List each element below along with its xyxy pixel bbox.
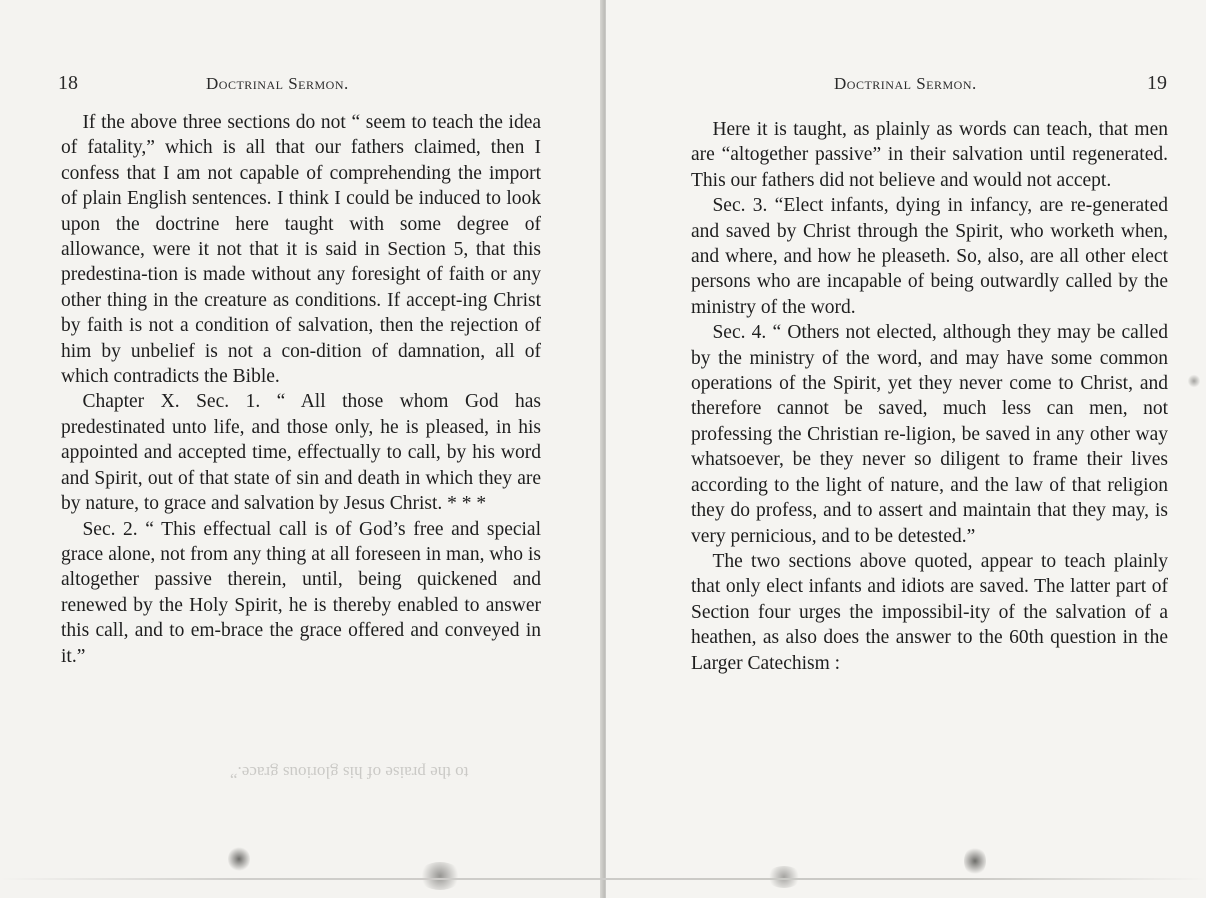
ink-smudge [228, 846, 250, 872]
right-page [606, 0, 1206, 898]
bleed-through-text: to the praise of his glorious grace.” [230, 763, 469, 782]
running-head: Doctrinal Sermon. [206, 74, 349, 93]
paragraph: Chapter X. Sec. 1. “ All those whom God has predestinated unto life, and those only, he is pleased, in his appointed and accepted time, effectually to call, by his word and Spirit, out of that state of sin and death in which they are by nature, to grace and salvation by Jesus Christ. * * * [61, 391, 541, 515]
ink-smudge [418, 862, 462, 890]
page-number: 18 [58, 72, 78, 94]
paragraph: Sec. 3. “Elect infants, dying in infancy, are re-generated and saved by Christ through the Spirit, who worketh when, and where, and how he pleaseth. So, also, are all other elect persons who are incapable of being outwardly called by the ministry of the word. [691, 195, 1168, 318]
paragraph: Here it is taught, as plainly as words can teach, that men are “altogether passive” in their salvation until regenerated. This our fathers did not believe and would not accept. [691, 119, 1168, 191]
running-head: Doctrinal Sermon. [834, 74, 977, 93]
page-edge [0, 878, 1206, 880]
paragraph: Sec. 4. “ Others not elected, although they may be called by the ministry of the word, and may have some common operations of the Spirit, yet they never come to Christ, and therefore cannot be saved, much less can men, not professing the Christian re-ligion, be saved in any other way whatsoever, be they never so diligent to frame their lives according to the light of nature, and the law of that religion they do profess, and to assert and maintain that they may, is very pernicious, and to be detested.” [691, 322, 1168, 547]
page-number: 19 [1147, 72, 1167, 94]
ink-smudge [1188, 374, 1200, 388]
paragraph: Sec. 2. “ This effectual call is of God’s free and special grace alone, not from any thing at all foreseen in man, who is altogether passive therein, until, being quickened and renewed by the Holy Spirit, he is thereby enabled to answer this call, and to em-brace the grace offered and conveyed in it.” [61, 518, 541, 667]
paragraph: The two sections above quoted, appear to teach plainly that only elect infants and idiots are saved. The latter part of Section four urges the impossibil-ity of the salvation of a heathen, as also does the answer to the 60th question in the Larger Catechism : [691, 550, 1168, 674]
ink-smudge [964, 846, 986, 876]
page-body [691, 117, 1168, 676]
page-body [61, 110, 541, 669]
paragraph: If the above three sections do not “ seem to teach the idea of fatality,” which is all that our fathers claimed, then I confess that I am not capable of comprehending the import of plain English sentences. I think I could be induced to look upon the doctrine here taught with some degree of allowance, were it not that it is said in Section 5, that this predestina-tion is made without any foresight of faith or any other thing in the creature as conditions. If accept-ing Christ by faith is not a condition of salvation, then the rejection of him by unbelief is not a con-dition of damnation, all of which contradicts the Bible. [61, 112, 541, 388]
ink-smudge [766, 866, 802, 888]
